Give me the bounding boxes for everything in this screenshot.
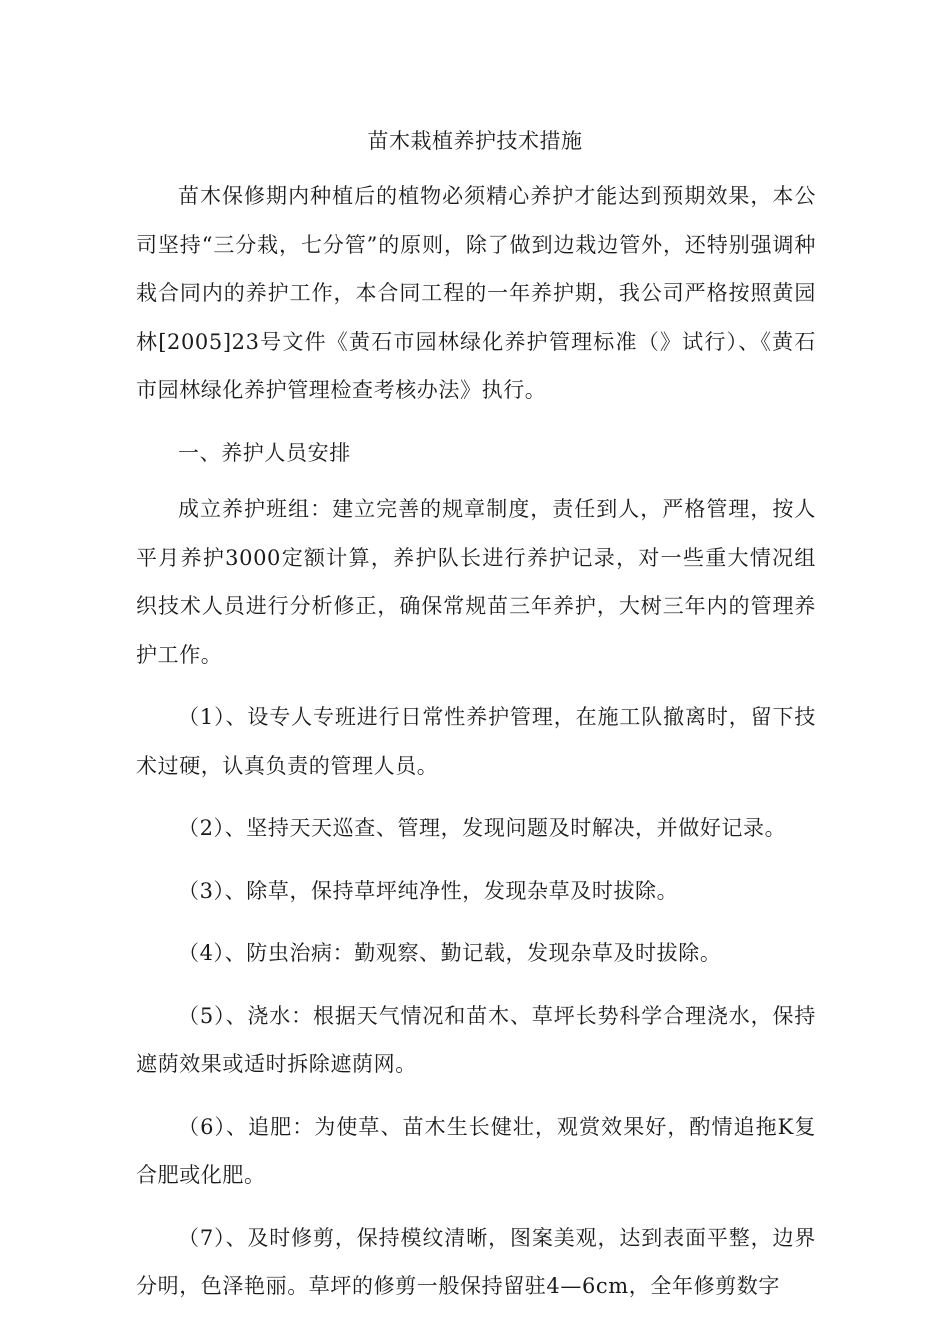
document-body: [136, 172, 816, 1325]
paragraph-team: 成立养护班组：建立完善的规章制度，责任到人，严格管理，按人平月养护3000定额计算，养护队长进行养护记录，对一些重大情况组织技术人员进行分析修正，确保常规苗三年养护，大树三年内的管理养护工作。: [136, 497, 816, 667]
list-item-2: （2）、坚持天天巡查、管理，发现问题及时解决，并做好记录。: [178, 816, 787, 840]
section-heading-staffing: 一、养护人员安排: [178, 440, 351, 465]
paragraph-intro: 苗木保修期内种植后的植物必须精心养护才能达到预期效果，本公司坚持“三分栽，七分管”的原则，除了做到边栽边管外，还特别强调种栽合同内的养护工作，本合同工程的一年养护期，我公司严格按照黄园林[2005]23号文件《黄石市园林绿化养护管理标准（》试行）、《黄石市园林绿化养护管理检查考核办法》执行。: [136, 184, 816, 402]
list-item-6: （6）、追肥：为使草、苗木生长健壮，观赏效果好，酌情追拖K复合肥或化肥。: [136, 1114, 816, 1187]
list-item-1: （1）、设专人专班进行日常性养护管理，在施工队撤离时，留下技术过硬，认真负责的管理人员。: [136, 705, 816, 778]
list-item-7: （7）、及时修剪，保持模纹清晰，图案美观，达到表面平整，边界分明，色泽艳丽。草坪的修剪一般保持留驻4—6cm，全年修剪数字: [136, 1225, 816, 1298]
list-item-4: （4）、防虫治病：勤观察、勤记载，发现杂草及时拔除。: [178, 941, 722, 965]
list-item-5: （5）、浇水：根据天气情况和苗木、草坪长势科学合理浇水，保持遮荫效果或适时拆除遮荫网。: [136, 1003, 816, 1076]
document-title: 苗木栽植养护技术措施: [367, 129, 583, 153]
list-item-3: （3）、除草，保持草坪纯净性，发现杂草及时拔除。: [178, 878, 679, 903]
